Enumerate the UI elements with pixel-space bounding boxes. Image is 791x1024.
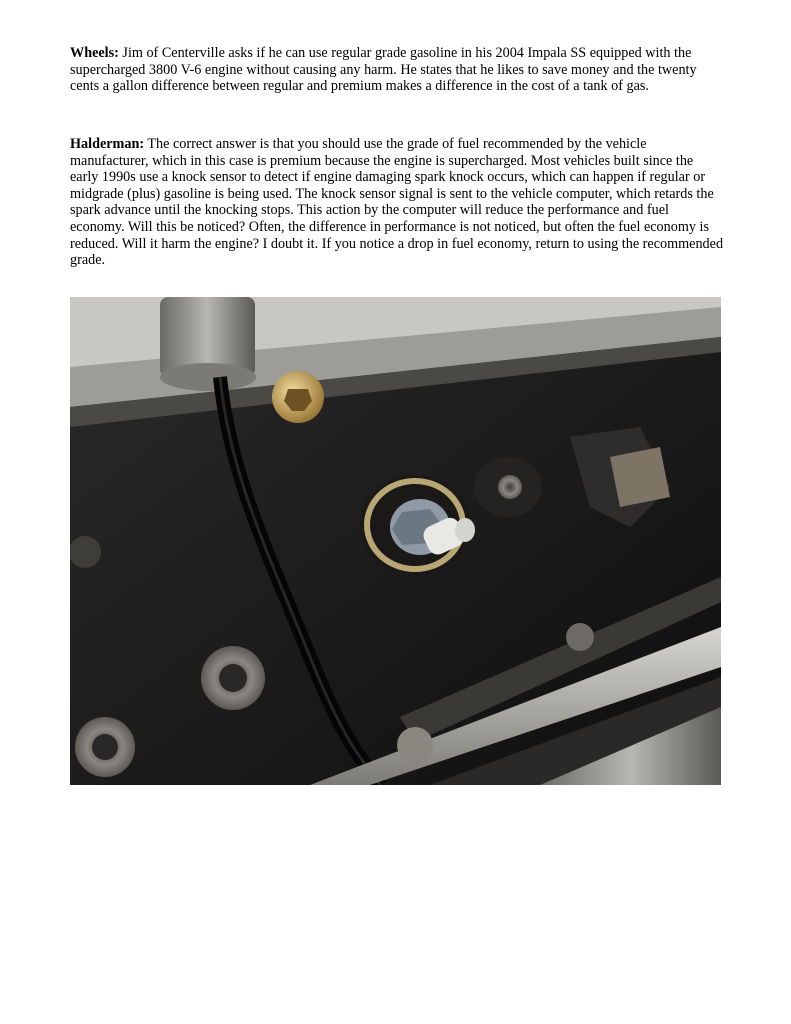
question-text: Jim of Centerville asks if he can use regular grade gasoline in his 2004 Impala SS equipped with the supercharged 3800 V-6 engine without causing any harm. He states that he likes to save money and the twenty cents a gallon difference between regular and premium makes a difference in the cost of a tank of gas. (70, 45, 697, 95)
knock-sensor-photo-illustration (70, 297, 721, 785)
question-paragraph (70, 45, 725, 95)
answer-text: The correct answer is that you should use the grade of fuel recommended by the vehicle manufacturer, which in this case is premium because the engine is supercharged. Most vehicles built since the early 1990s use a knock sensor to detect if engine damaging spark knock occurs, which can happen if regular or midgrade (plus) gasoline is being used. The knock sensor signal is sent to the vehicle computer, which retards the spark advance until the knocking stops. This action by the computer will reduce the performance and fuel economy. Will this be noticed? Often, the difference in performance is not noticed, but often the fuel economy is reduced. Will it harm the engine? I doubt it. If you notice a drop in fuel economy, return to using the recommended grade. (70, 136, 724, 269)
knock-sensor-photo (70, 297, 721, 785)
question-speaker: Wheels: (70, 45, 119, 61)
answer-speaker: Halderman: (70, 136, 145, 152)
answer-paragraph (70, 136, 725, 269)
